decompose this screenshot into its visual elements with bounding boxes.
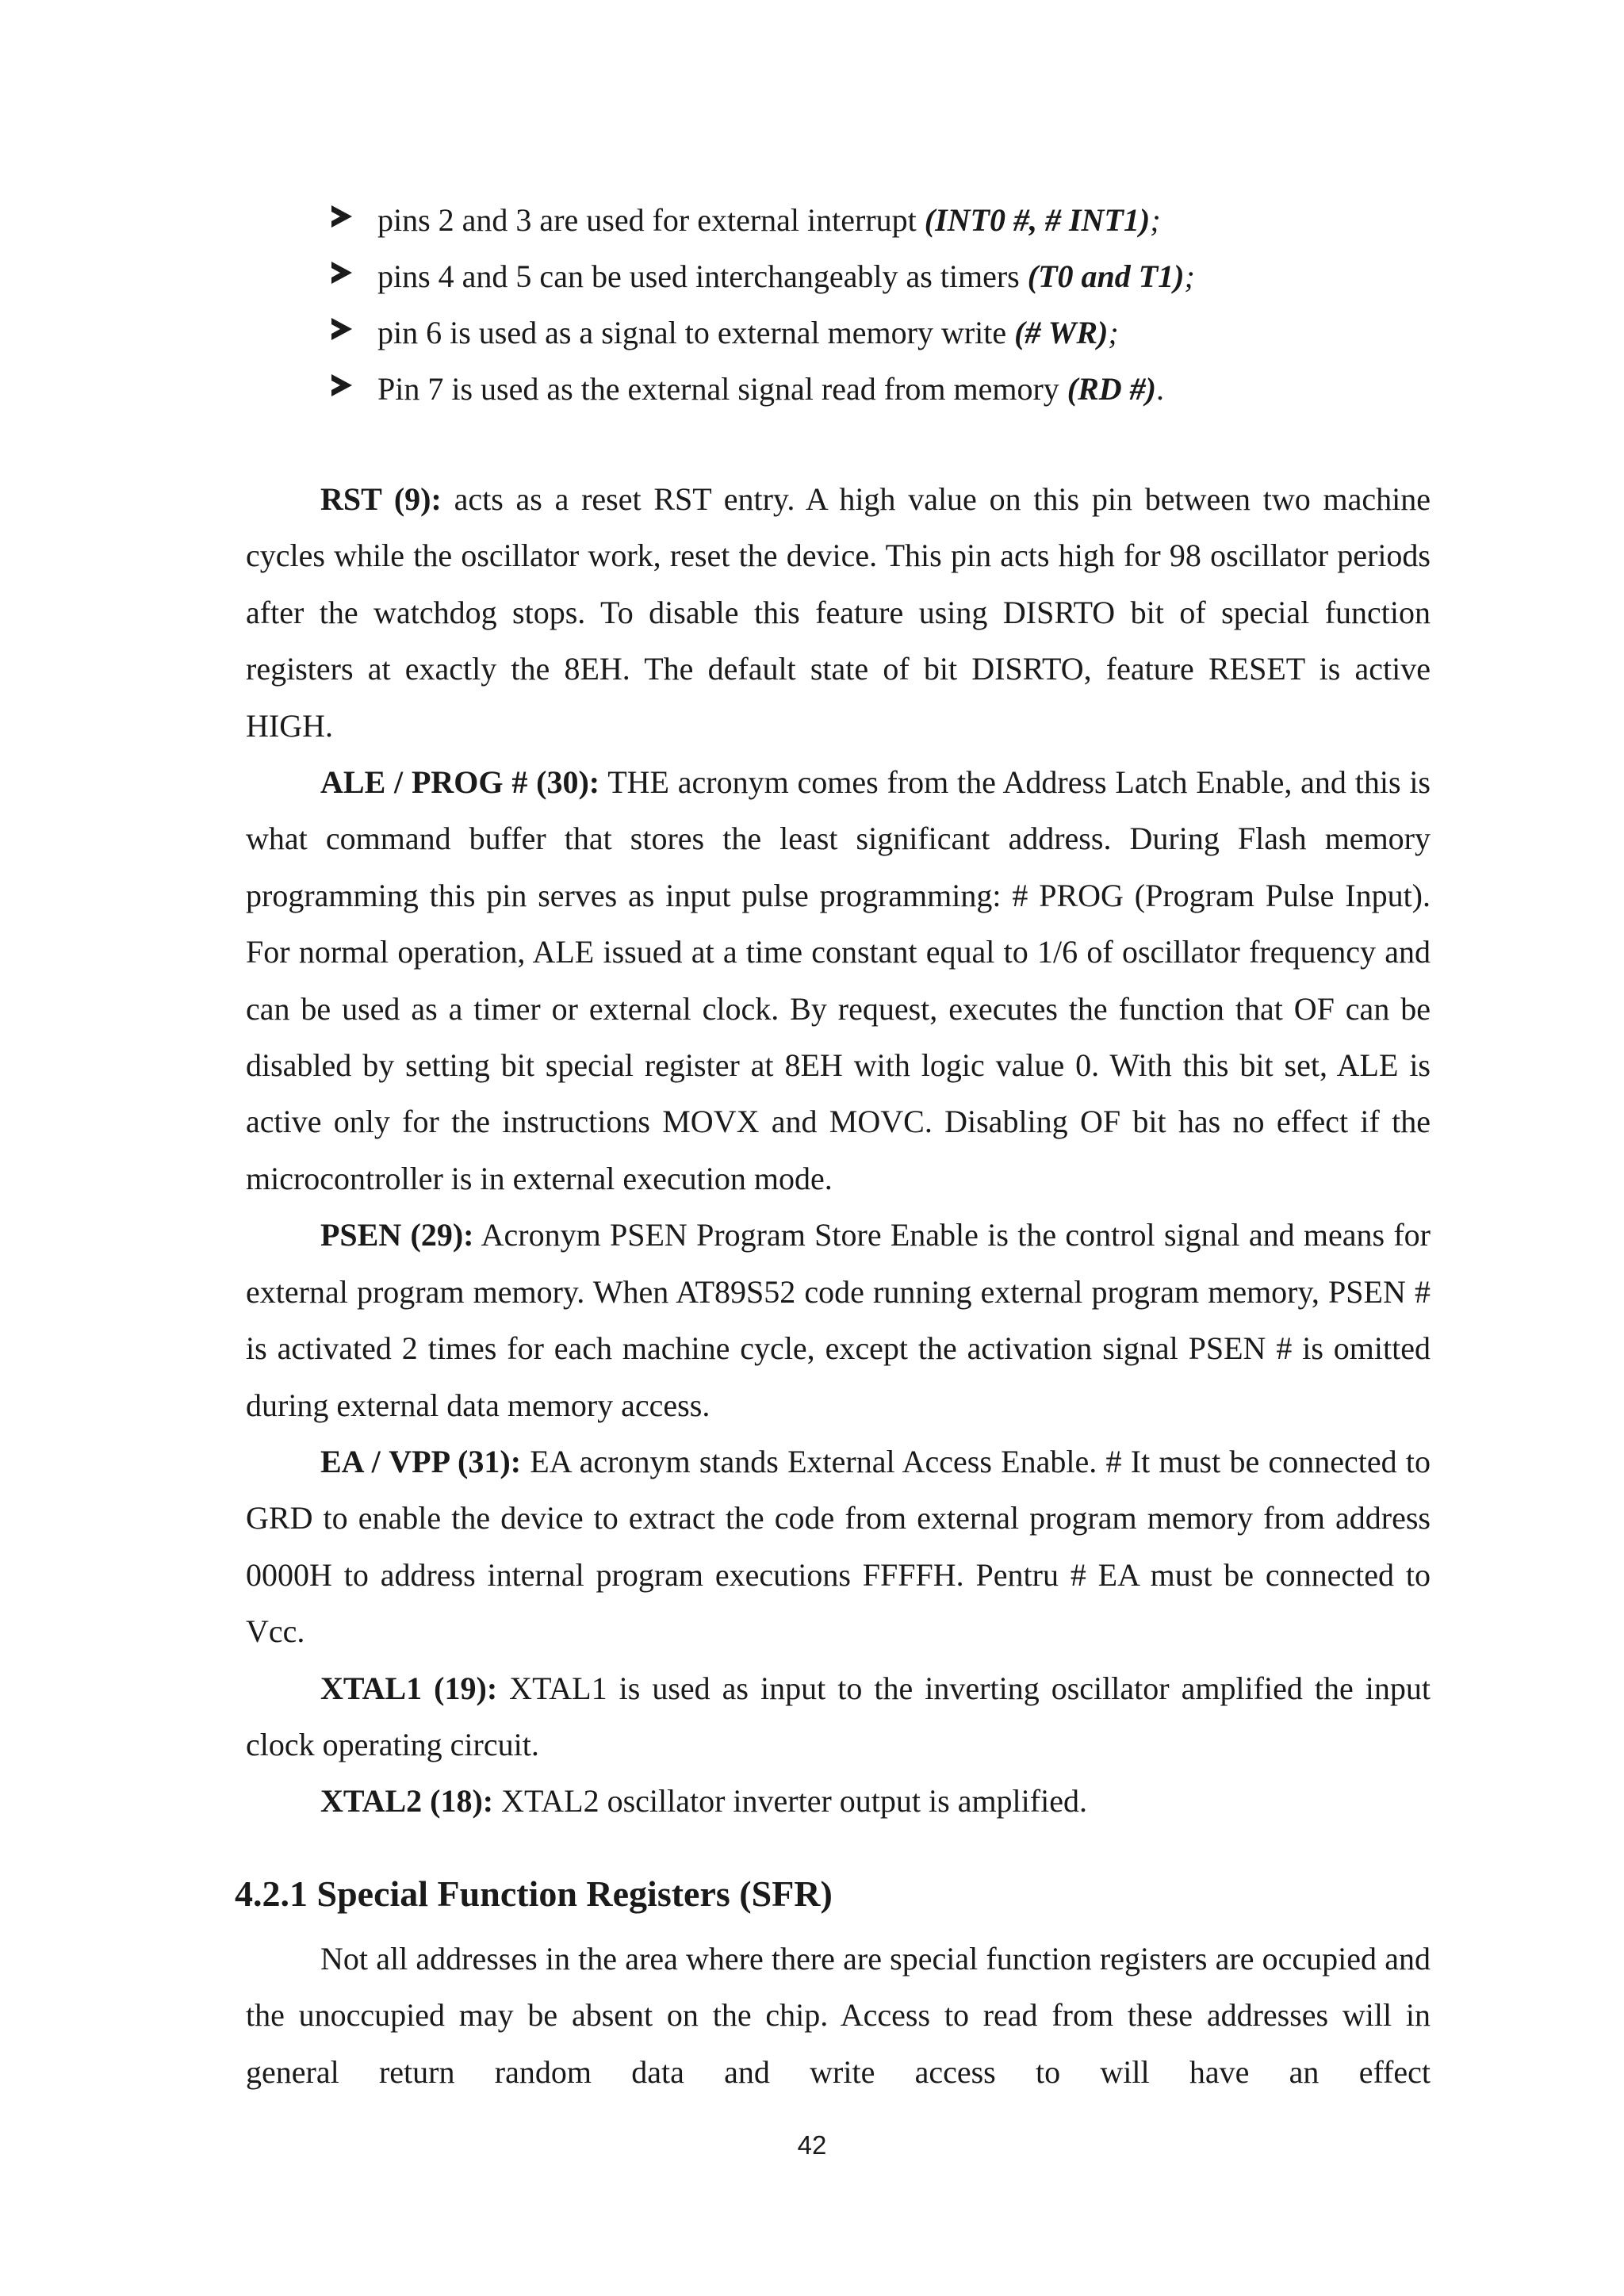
section-body — [246, 1931, 1431, 2100]
arrow-bullet-icon — [331, 205, 352, 228]
arrow-bullet-icon — [331, 318, 352, 340]
arrow-bullet-icon — [331, 262, 352, 284]
paragraph-ale-prog: ALE / PROG # (30): THE acronym comes from the Address Latch Enable, and this is what command buffer that stores the least significant address. During Flash memory programming this pin serves as input pulse programming: # PROG (Program Pulse Input). For normal operation, ALE issued at a time constant equal to 1/6 of oscillator frequency and can be used as a timer or external clock. By request, executes the function that OF can be disabled by setting bit special register at 8EH with logic value 0. With this bit set, ALE is active only for the instructions MOVX and MOVC. Disabling OF bit has no effect if the microcontroller is in external execution mode. — [246, 764, 1431, 1196]
page-number: 42 — [797, 2130, 827, 2160]
bullet-item — [331, 304, 1442, 361]
paragraph-xtal1: XTAL1 (19): XTAL1 is used as input to the inverting oscillator amplified the input clock operating circuit. — [246, 1670, 1431, 1762]
bullet-text: Pin 7 is used as the external signal read from memory (RD #). — [377, 371, 1165, 407]
arrow-bullet-icon — [331, 374, 352, 396]
bullet-item — [331, 248, 1442, 304]
paragraph-rst: RST (9): acts as a reset RST entry. A high value on this pin between two machine cycles while the oscillator work, reset the device. This pin acts high for 98 oscillator periods after the watchdog stops. To disable this feature using DISRTO bit of special function registers at exactly the 8EH. The default state of bit DISRTO, feature RESET is active HIGH. — [246, 481, 1431, 744]
bullet-text: pins 2 and 3 are used for external interrupt (INT0 #, # INT1); — [377, 202, 1161, 238]
pin-descriptions — [246, 471, 1431, 1830]
bullet-item — [331, 192, 1442, 248]
bullet-text: pin 6 is used as a signal to external memory write (# WR); — [377, 315, 1119, 350]
paragraph-psen: PSEN (29): Acronym PSEN Program Store Enable is the control signal and means for external program memory. When AT89S52 code running external program memory, PSEN # is activated 2 times for each machine cycle, except the activation signal PSEN # is omitted during external data memory access. — [246, 1217, 1431, 1423]
bullet-text: pins 4 and 5 can be used interchangeably as timers (T0 and T1); — [377, 258, 1195, 294]
section-heading: 4.2.1 Special Function Registers (SFR) — [235, 1873, 833, 1914]
paragraph-xtal2: XTAL2 (18): XTAL2 oscillator inverter output is amplified. — [320, 1783, 1087, 1820]
bullet-item — [331, 361, 1442, 417]
paragraph-sfr: Not all addresses in the area where there are special function registers are occupied and the unoccupied may be absent on the chip. Access to read from these addresses will in general return random data and write access to will have an effect — [246, 1941, 1431, 2090]
pin-bullet-list — [331, 192, 1442, 417]
paragraph-ea-vpp: EA / VPP (31): EA acronym stands External Access Enable. # It must be connected to GRD to enable the device to extract the code from external program memory from address 0000H to address internal program executions FFFFH. Pentru # EA must be connected to Vcc. — [246, 1443, 1431, 1650]
